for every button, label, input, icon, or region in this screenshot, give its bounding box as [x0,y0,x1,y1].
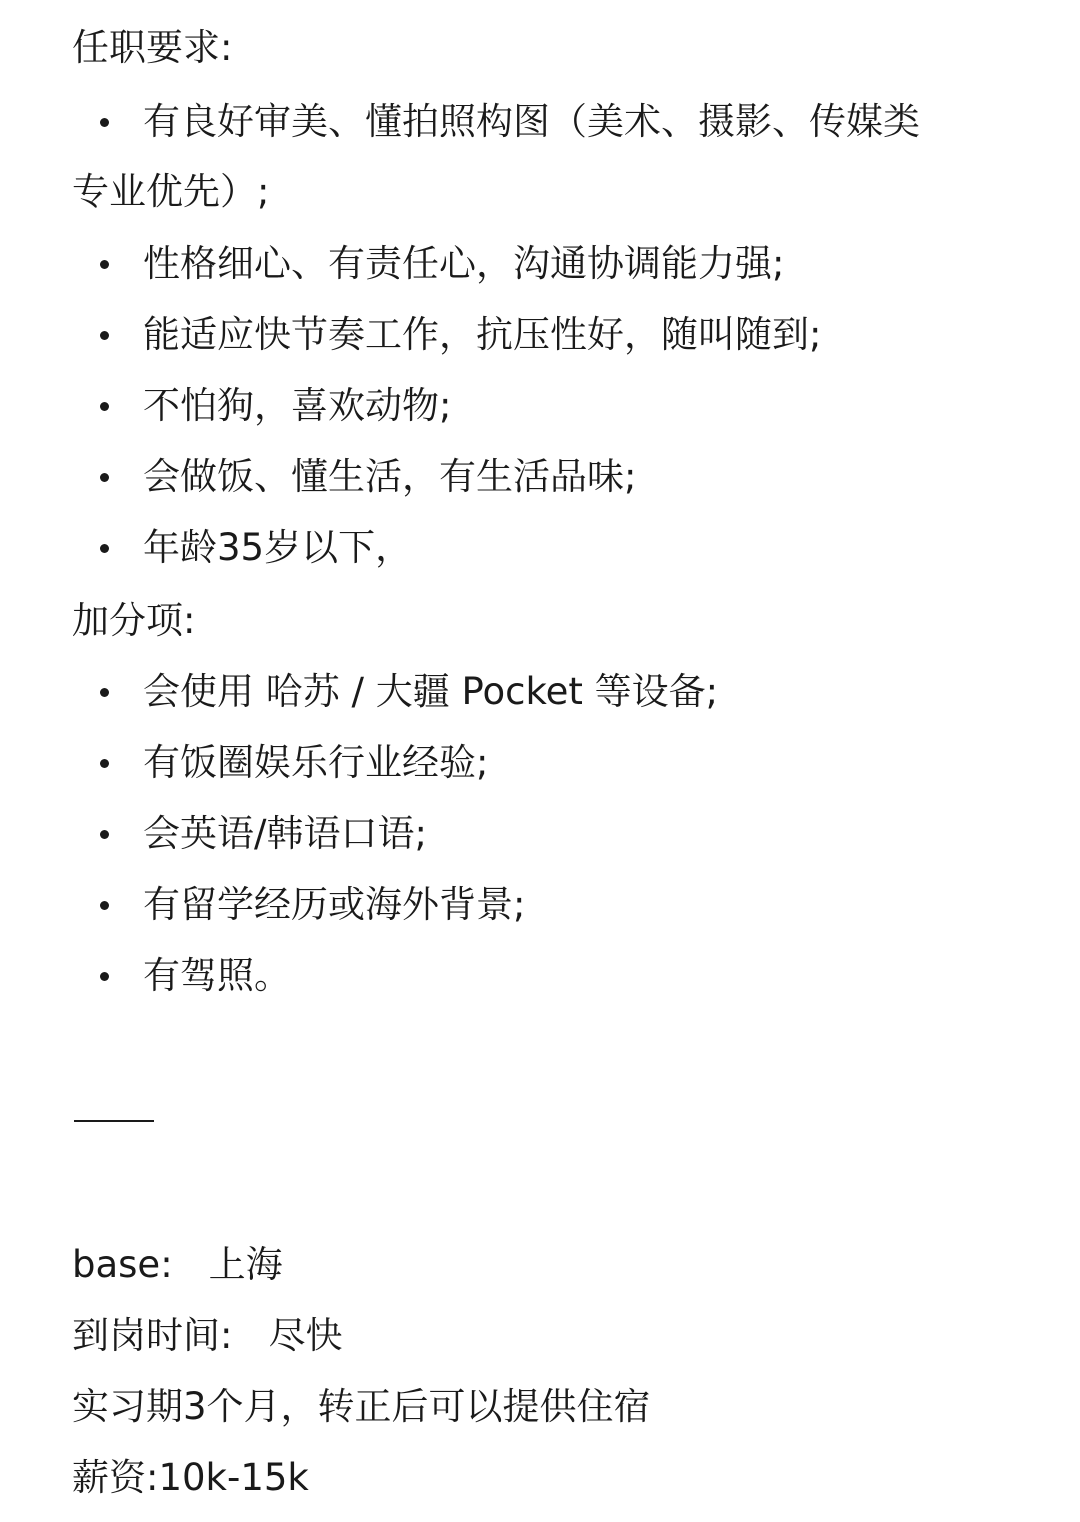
requirement-text: 年龄35岁以下， [143,526,413,569]
requirement-item [100,524,1020,572]
bonus-text: 会英语/韩语口语; [143,812,427,855]
start-value: 尽快 [268,1314,343,1357]
bonus-heading: 加分项: [72,599,196,642]
section-divider [74,1120,154,1122]
requirement-text: 有良好审美、懂拍照构图（美术、摄影、传媒类 [143,100,920,143]
requirement-text: 会做饭、懂生活，有生活品味; [143,455,637,498]
internship-info: 实习期3个月，转正后可以提供住宿 [72,1385,651,1428]
bullet-icon [100,402,109,411]
base-location [72,1241,1020,1289]
base-label: base: [72,1243,173,1286]
bullet-icon [100,544,109,553]
bullet-icon [100,118,109,127]
requirement-item [100,240,1020,288]
requirement-item [100,311,1020,359]
requirement-item [100,382,1020,430]
bonus-text: 有留学经历或海外背景; [143,883,526,926]
base-value: 上海 [208,1243,283,1286]
bonus-item [100,810,1020,858]
requirement-item [100,453,1020,501]
bonus-item [100,739,1020,787]
requirement-text-continued: 专业优先）; [72,170,270,213]
bonus-text: 有驾照。 [143,954,291,997]
bullet-icon [100,759,109,768]
requirement-text: 性格细心、有责任心，沟通协调能力强; [143,242,785,285]
bonus-item [100,668,1020,716]
bullet-icon [100,473,109,482]
requirement-item [100,98,1020,146]
bonus-item [100,881,1020,929]
requirement-text: 不怕狗，喜欢动物; [143,384,452,427]
bullet-icon [100,972,109,981]
bullet-icon [100,688,109,697]
bullet-icon [100,260,109,269]
bullet-icon [100,901,109,910]
bullet-icon [100,830,109,839]
start-time [72,1312,1020,1360]
salary-info: 薪资:10k-15k [72,1456,309,1499]
bonus-item [100,952,1020,1000]
bonus-text: 会使用 哈苏 / 大疆 Pocket 等设备; [143,670,719,713]
bullet-icon [100,331,109,340]
requirements-heading: 任职要求: [72,26,233,69]
start-label: 到岗时间: [72,1314,233,1357]
bonus-text: 有饭圈娱乐行业经验; [143,741,489,784]
requirement-text: 能适应快节奏工作，抗压性好，随叫随到; [143,313,822,356]
